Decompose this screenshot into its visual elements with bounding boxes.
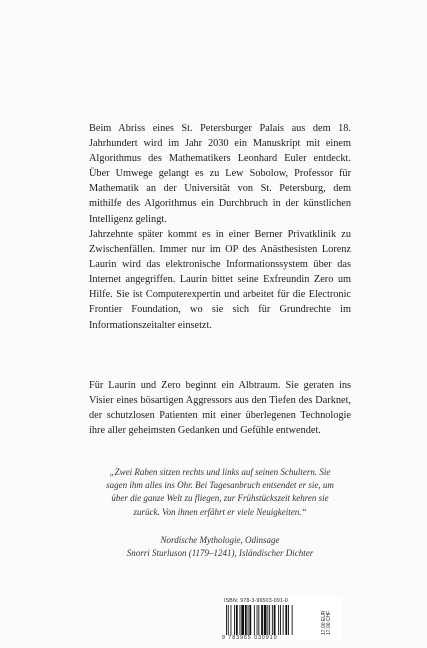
isbn-label: ISBN: 978-3-96503-091-0 bbox=[224, 598, 289, 604]
blurb-paragraph-1: Beim Abriss eines St. Petersburger Palais aus dem 18. Jahrhundert wird im Jahr 2030 ein Manuskript mit einem Algorithmus des Mathematikers Leonhard Euler entdeckt. Über Umwege gelangt es zu Lew Sobolow, Professor für Mathematik an der Universität von St. Petersburg, dem mithilfe des Algorithmus ein Durchbruch in der künstlichen Intelligenz gelingt. bbox=[89, 123, 351, 225]
epigraph-quote: „Zwei Raben sitzen rechts und links auf seinen Schultern. Sie sagen ihm alles ins Ohr. Bei Tagesanbruch entsendet er sie, um über die ganze Welt zu fliegen, zur Frühstückszeit kehren sie zurück. Von ihnen erfährt er viele Neuigkeiten.“ bbox=[106, 467, 334, 517]
barcode-icon bbox=[226, 605, 318, 635]
quote-source bbox=[100, 534, 340, 560]
barcode-digits: 9 783965 030910 bbox=[222, 635, 278, 641]
quote-source-author: Snorri Sturluson (1179–1241), Isländischer Dichter bbox=[126, 548, 314, 559]
quote-source-work: Nordische Mythologie, Odinsage bbox=[160, 535, 280, 545]
price-chf: 17.00 CHF bbox=[326, 610, 332, 635]
price-eur: 17.00 EUR bbox=[321, 610, 327, 635]
blurb-paragraph-3: Für Laurin und Zero beginnt ein Albtraum. Sie geraten ins Visier eines bösartigen Aggressors aus den Tiefen des Darknet, der schutzlosen Patienten mit einer überlegenen Technologie ihre aller geheimsten Gedanken und Gefühle entwendet. bbox=[89, 380, 351, 437]
price-block bbox=[320, 601, 330, 637]
blurb-paragraph-2: Jahrzehnte später kommt es in einer Berner Privatklinik zu Zwischenfällen. Immer nur im OP des Anästhesisten Lorenz Laurin wird das elektronische Informationssystem über das Internet angegriffen. Laurin bittet seine Exfreundin Zero um Hilfe. Sie ist Computerexpertin und arbeitet für die Electronic Frontier Foundation, wo sie sich für Grundrechte im Informationszeitalter einsetzt. bbox=[89, 229, 351, 331]
